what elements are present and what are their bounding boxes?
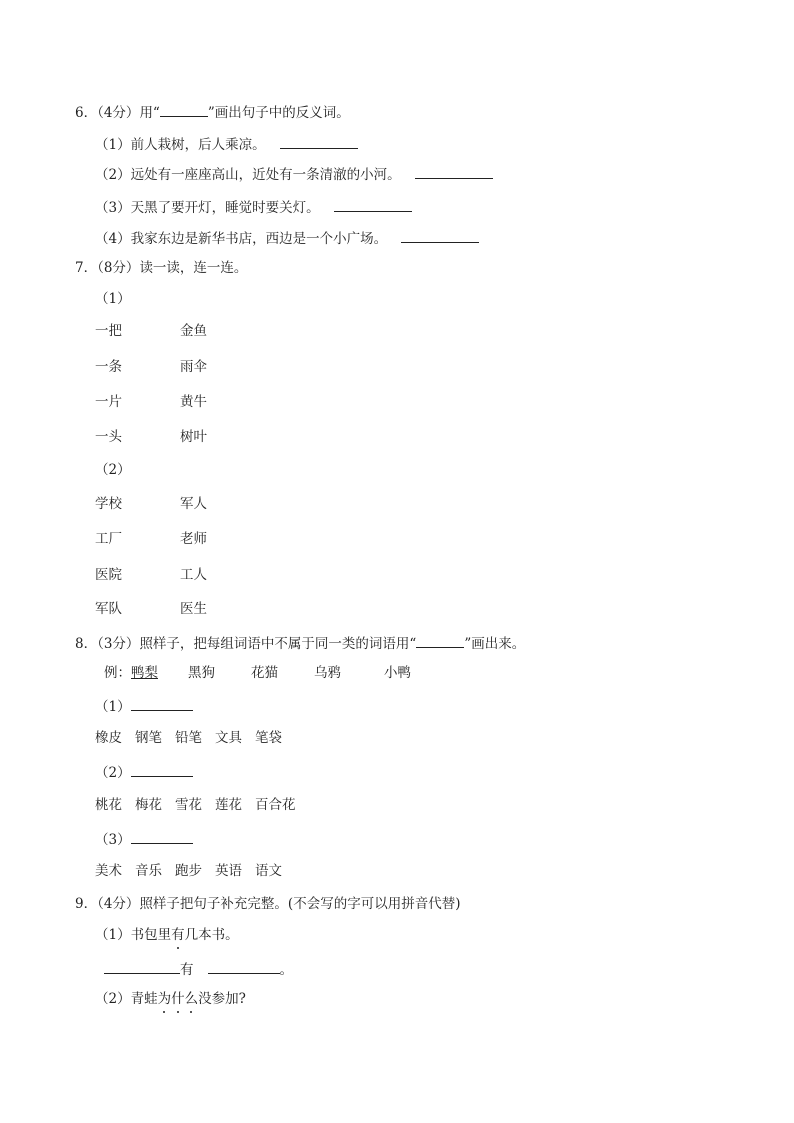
dotted-char: 什 — [171, 991, 185, 1007]
word-group — [95, 862, 282, 880]
example-blank — [160, 102, 208, 117]
part-label: （2） — [95, 462, 131, 478]
word-option[interactable]: 橡皮 — [95, 730, 122, 746]
question-6-item-2: （2）远处有一座座高山，近处有一条清澈的小河。 — [95, 164, 493, 184]
score-label: （8分） — [97, 260, 140, 276]
group-label: （1） — [95, 696, 193, 716]
word-option[interactable]: 跑步 — [175, 863, 202, 879]
answer-blank[interactable] — [415, 164, 493, 179]
question-8-stem: 8．（3分）照样子，把每组词语中不属于同一类的词语用“ ”画出来。 — [75, 633, 525, 653]
match-left-item[interactable]: 军队 — [95, 601, 122, 617]
match-right-item[interactable]: 工人 — [180, 567, 207, 583]
question-9-sentence-2: （2）青蛙为什么没参加? — [95, 991, 246, 1007]
question-9-stem: 9．（4分）照样子把句子补充完整。(不会写的字可以用拼音代替) — [75, 896, 461, 912]
match-left-item[interactable]: 医院 — [95, 567, 122, 583]
question-number: 9． — [75, 896, 98, 912]
score-label: （4分） — [97, 105, 140, 121]
match-left-item[interactable]: 一片 — [95, 394, 122, 410]
example-word: 花猫 — [251, 665, 278, 681]
question-9-fill-line: 有 。 — [104, 959, 293, 979]
match-right-item[interactable]: 医生 — [180, 601, 207, 617]
word-group — [95, 796, 296, 814]
answer-blank[interactable] — [131, 762, 193, 777]
word-option[interactable]: 铅笔 — [175, 730, 202, 746]
answer-blank[interactable] — [401, 228, 479, 243]
word-option[interactable]: 梅花 — [135, 797, 162, 813]
word-option[interactable]: 钢笔 — [135, 730, 162, 746]
match-right-item[interactable]: 老师 — [180, 531, 207, 547]
question-6-stem: 6．（4分）用“ ”画出句子中的反义词。 — [75, 102, 350, 122]
word-option[interactable]: 英语 — [215, 863, 242, 879]
example-word: 乌鸦 — [314, 665, 341, 681]
match-left-item[interactable]: 工厂 — [95, 531, 122, 547]
question-number: 7． — [75, 260, 98, 276]
question-7-stem: 7．（8分）读一读，连一连。 — [75, 260, 248, 276]
part-label: （1） — [95, 291, 131, 307]
dotted-char: 么 — [184, 991, 199, 1007]
score-label: （4分） — [97, 896, 140, 912]
match-left-item[interactable]: 一把 — [95, 323, 122, 339]
question-6-item-4: （4）我家东边是新华书店，西边是一个小广场。 — [95, 228, 479, 248]
example-underlined-word: 鸭梨 — [131, 665, 158, 681]
word-option[interactable]: 音乐 — [135, 863, 162, 879]
word-option[interactable]: 美术 — [95, 863, 122, 879]
example-blank — [416, 633, 464, 648]
example-row: 例：鸭梨 黑狗 花猫 乌鸦 小鸭 — [104, 665, 411, 681]
match-left-item[interactable]: 一条 — [95, 359, 122, 375]
question-number: 6． — [75, 105, 98, 121]
match-right-item[interactable]: 黄牛 — [180, 394, 207, 410]
answer-blank[interactable] — [104, 959, 180, 974]
match-right-item[interactable]: 树叶 — [180, 429, 207, 445]
word-option[interactable]: 桃花 — [95, 797, 122, 813]
match-left-item[interactable]: 学校 — [95, 496, 122, 512]
question-9-sentence-1: （1）书包里有几本书。 — [95, 927, 239, 943]
question-6-item-3: （3）天黑了要开灯，睡觉时要关灯。 — [95, 197, 412, 217]
match-right-item[interactable]: 军人 — [180, 496, 207, 512]
word-option[interactable]: 雪花 — [175, 797, 202, 813]
word-option[interactable]: 文具 — [215, 730, 242, 746]
group-label: （3） — [95, 829, 193, 849]
match-right-item[interactable]: 金鱼 — [180, 323, 207, 339]
answer-blank[interactable] — [334, 197, 412, 212]
answer-blank[interactable] — [131, 696, 193, 711]
score-label: （3分） — [97, 636, 140, 652]
answer-blank[interactable] — [280, 134, 358, 149]
word-option[interactable]: 百合花 — [255, 797, 296, 813]
question-number: 8． — [75, 636, 98, 652]
example-word: 小鸭 — [384, 665, 411, 681]
example-word: 黑狗 — [188, 665, 215, 681]
dotted-char: 为 — [157, 991, 172, 1007]
word-option[interactable]: 语文 — [255, 863, 282, 879]
dotted-char: 有 — [171, 927, 185, 943]
answer-blank[interactable] — [208, 959, 280, 974]
match-right-item[interactable]: 雨伞 — [180, 359, 207, 375]
word-option[interactable]: 笔袋 — [255, 730, 282, 746]
question-6-item-1: （1）前人栽树，后人乘凉。 — [95, 134, 358, 154]
match-left-item[interactable]: 一头 — [95, 429, 122, 445]
word-group — [95, 729, 282, 747]
word-option[interactable]: 莲花 — [215, 797, 242, 813]
group-label: （2） — [95, 762, 193, 782]
answer-blank[interactable] — [131, 829, 193, 844]
